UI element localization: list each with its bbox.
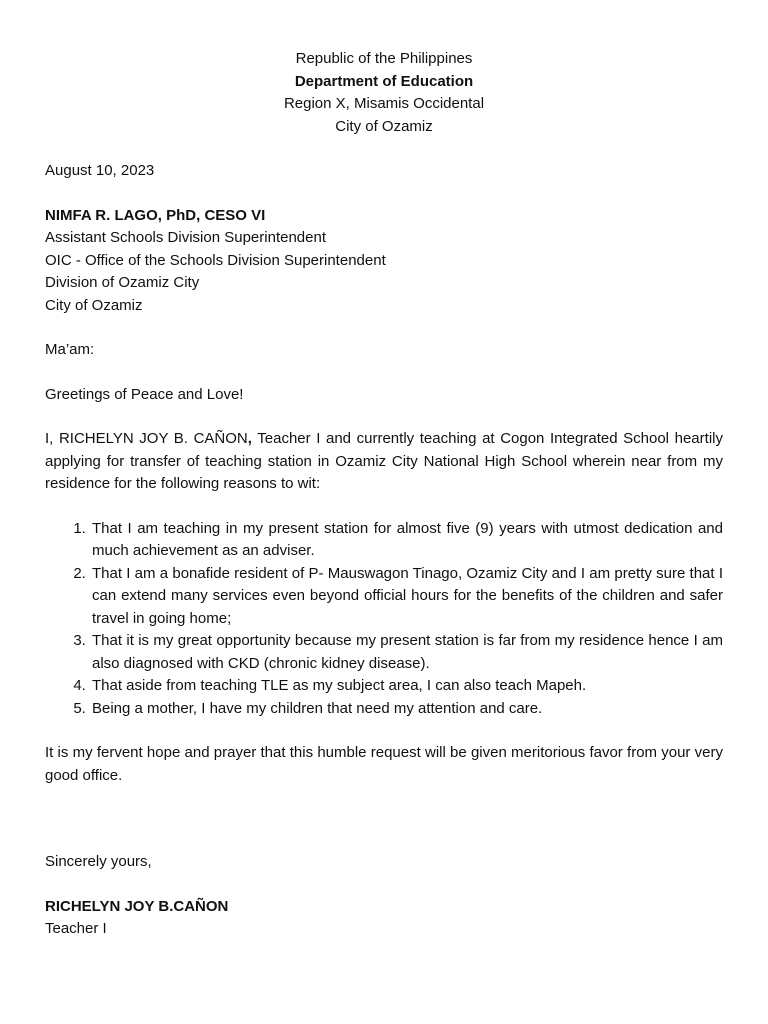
- reasons-list: [45, 518, 723, 721]
- signatory-name: RICHELYN JOY B.CAÑON: [45, 897, 229, 915]
- closing-paragraph: It is my fervent hope and prayer that this humble request will be given meritorious favor from your very good office.: [45, 744, 723, 784]
- recipient-title: Assistant Schools Division Superintendent: [45, 229, 326, 246]
- salutation: Ma’am:: [45, 341, 95, 358]
- letterhead-city: City of Ozamiz: [335, 117, 433, 135]
- reason-item-4: 4. That aside from teaching TLE as my subject area, I can also teach Mapeh.: [90, 675, 723, 698]
- intro-body: Teacher I and currently teaching at Cogon Integrated School heartily applying for transfer of teaching station in Ozamiz City National High School wherein near from my residence for the following reasons to wit:: [45, 430, 723, 492]
- reason-item-2: 2. That I am a bonafide resident of P- Mauswagon Tinago, Ozamiz City and I am pretty sure that I can extend many services even beyond official hours for the benefits of the children and safer travel in going home;: [90, 563, 723, 631]
- signature-block: [45, 896, 723, 941]
- recipient-division: Division of Ozamiz City: [45, 274, 200, 291]
- greeting: Greetings of Peace and Love!: [45, 385, 244, 403]
- reason-item-3: 3. That it is my great opportunity because my present station is far from my residence hence I am also diagnosed with CKD (chronic kidney disease).: [90, 630, 723, 675]
- intro-comma: ,: [247, 430, 252, 447]
- letterhead-department: Department of Education: [294, 72, 474, 90]
- letter-date: August 10, 2023: [45, 162, 155, 179]
- intro-prefix: I, RICHELYN JOY B. CAÑON: [45, 430, 248, 447]
- recipient-office: OIC - Office of the Schools Division Superintendent: [45, 251, 386, 269]
- letterhead-region: Region X, Misamis Occidental: [283, 95, 485, 112]
- intro-paragraph: [45, 428, 723, 496]
- sign-off: Sincerely yours,: [45, 853, 152, 870]
- recipient-city: City of Ozamiz: [45, 296, 143, 314]
- letterhead: [45, 0, 723, 138]
- letterhead-republic: Republic of the Philippines: [295, 50, 473, 67]
- reason-item-5: 5. Being a mother, I have my children that need my attention and care.: [90, 698, 723, 721]
- recipient-block: [45, 205, 723, 318]
- recipient-name: NIMFA R. LAGO, PhD, CESO VI: [45, 206, 266, 224]
- reason-item-1: 1. That I am teaching in my present station for almost five (9) years with utmost dedication and much achievement as an adviser.: [90, 518, 723, 563]
- signatory-position: Teacher I: [45, 920, 107, 937]
